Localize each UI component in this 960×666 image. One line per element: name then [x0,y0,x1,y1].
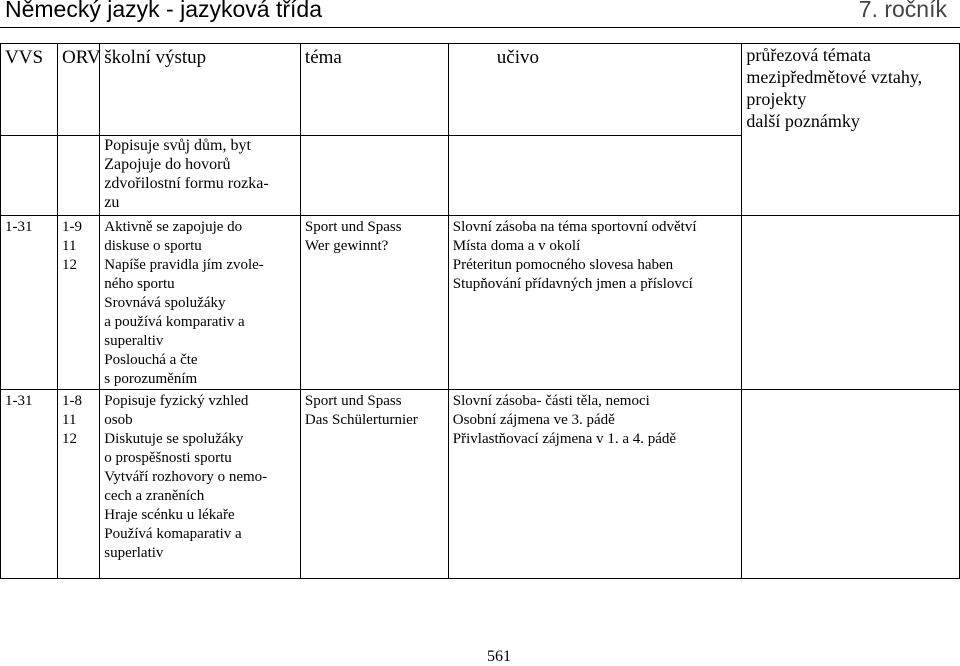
tema-line: Sport und Spass [304,393,402,409]
outcome-line: zu [104,194,120,211]
block-tema [300,390,448,579]
block-vvs: 1-31 [1,216,58,390]
block-tema [300,216,448,390]
block-ucivo [448,216,742,390]
col-header-tema: téma [300,44,448,136]
col-header-orv: ORV [58,44,100,136]
outcome-line: Popisuje svůj dům, byt [104,137,251,154]
outcome-line: Popisuje fyzický vzhled [104,393,249,409]
outcome-line: diskuse o sportu [104,238,202,254]
block-orv [58,390,100,579]
outcome-line: Používá komaparativ a [104,526,242,542]
block-ucivo [448,390,742,579]
outcome-line: Diskutuje se spolužáky [104,431,244,447]
orv-line: 12 [62,257,78,273]
intro-orv [58,136,100,216]
pruz-line: mezipředmětové vztahy, [746,67,923,87]
outcome-line: zdvořilostní formu rozka- [104,175,269,192]
orv-line: 1-9 [62,219,83,235]
outcome-line: osob [104,412,133,428]
outcome-line: o prospěšnosti sportu [104,450,232,466]
outcome-line: cech a zraněních [104,488,205,504]
outcome-line: superlativ [104,545,164,561]
outcome-line: Vytváří rozhovory o nemo- [104,469,268,485]
block-pruz [742,390,960,579]
tema-line: Sport und Spass [304,219,402,235]
outcome-line: Zapojuje do hovorů [104,156,231,173]
col-header-vystup: školní výstup [100,44,301,136]
tema-line: Das Schülerturnier [304,412,418,428]
outcome-line: ného sportu [104,276,175,292]
pruz-line: průřezová témata [746,45,871,65]
block-orv [58,216,100,390]
ucivo-line: Slovní zásoba- části těla, nemoci [452,393,650,409]
page-number: 561 [487,648,511,665]
intro-tema [300,136,448,216]
orv-line: 1-8 [62,393,83,409]
orv-line: 12 [62,431,78,447]
pruz-line: projekty [746,89,807,109]
document-header [0,0,960,28]
block-health [1,390,960,579]
outcome-line: a používá komparativ a [104,314,245,330]
orv-line: 11 [62,238,77,254]
ucivo-line: Místa doma a v okolí [452,238,581,254]
block-sport [1,216,960,390]
outcome-line: superaltiv [104,333,164,349]
curriculum-table [0,43,960,579]
outcome-line: Poslouchá a čte [104,352,198,368]
grade-label: 7. ročník [858,0,947,22]
orv-line: 11 [62,412,77,428]
outcome-line: Hraje scénku u lékaře [104,507,235,523]
col-header-ucivo: učivo [448,44,742,136]
block-outcomes [100,390,301,579]
tema-line: Wer gewinnt? [304,238,389,254]
intro-ucivo [448,136,742,216]
intro-vvs [1,136,58,216]
outcome-line: Aktivně se zapojuje do [104,219,243,235]
outcome-line: Srovnává spolužáky [104,295,226,311]
block-vvs: 1-31 [1,390,58,579]
header-rule [0,27,960,28]
ucivo-line: Slovní zásoba na téma sportovní odvětví [452,219,697,235]
col-header-pruzezova [742,44,960,216]
ucivo-line: Přivlastňovací zájmena v 1. a 4. pádě [452,431,677,447]
outcome-line: Napíše pravidla jím zvole- [104,257,264,273]
block-outcomes [100,216,301,390]
outcome-line: s porozuměním [104,371,198,387]
col-header-vvs: VVS [1,44,58,136]
pruz-line: další poznámky [746,111,860,131]
intro-outcome [100,136,301,216]
ucivo-line: Préteritun pomocného slovesa haben [452,257,674,273]
ucivo-line: Osobní zájmena ve 3. pádě [452,412,615,428]
ucivo-line: Stupňování přídavných jmen a příslovcí [452,276,693,292]
block-pruz [742,216,960,390]
document-title: Německý jazyk - jazyková třída [5,0,322,22]
